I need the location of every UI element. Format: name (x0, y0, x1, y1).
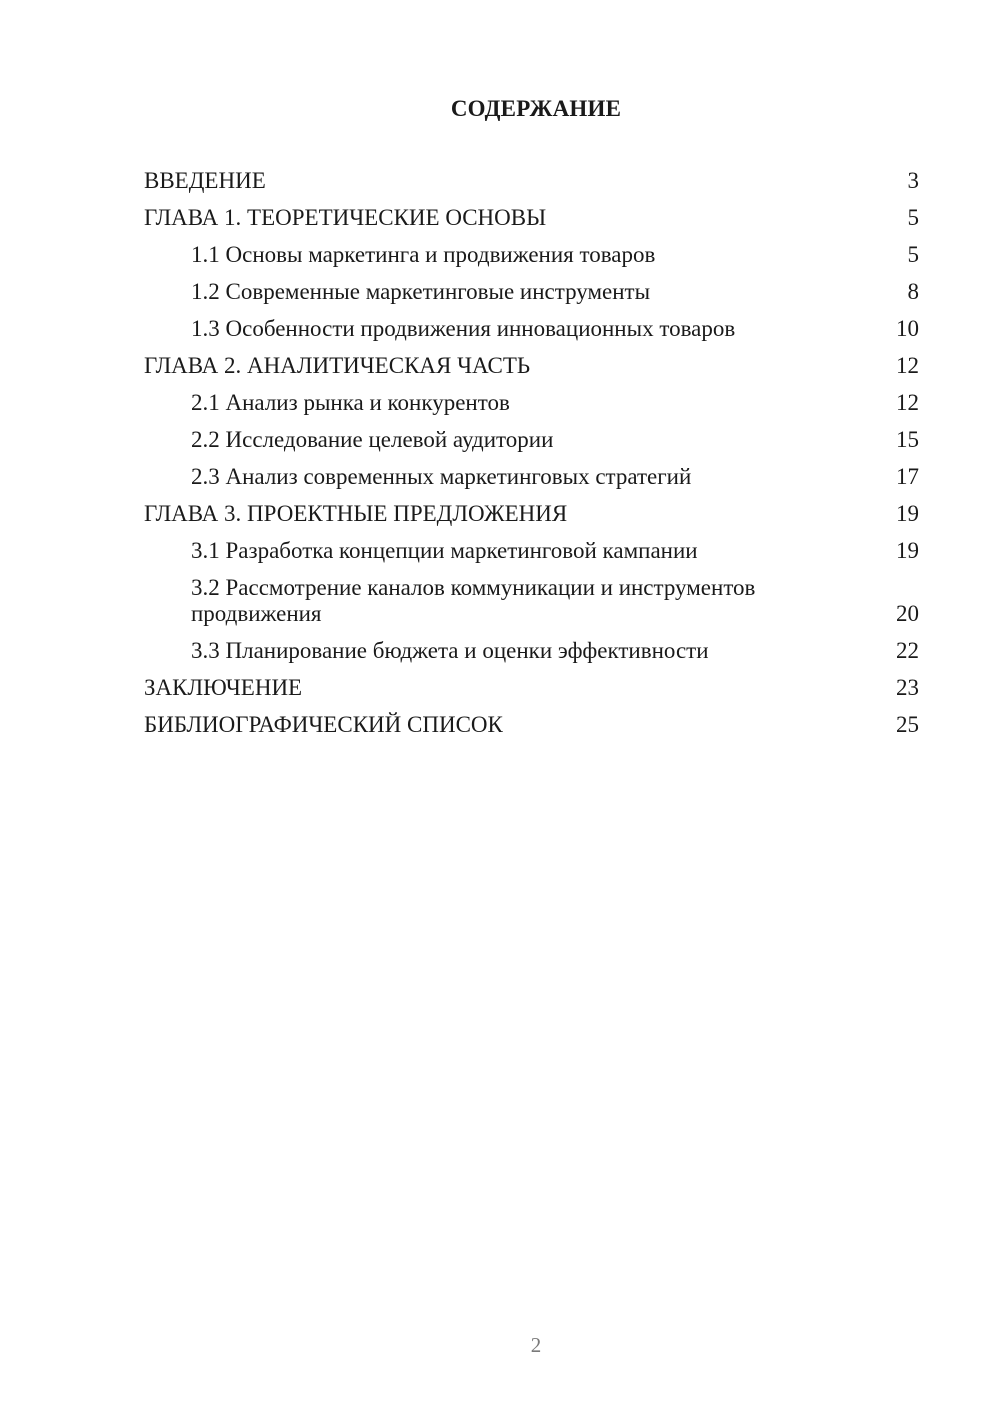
toc-entry-page: 23 (896, 675, 919, 700)
toc-entry-label: 3.2 Рассмотрение каналов коммуникации и инструментов продвижения (191, 575, 756, 626)
toc-entry-page: 5 (907, 205, 919, 230)
page-number: 2 (530, 1333, 542, 1357)
toc-entry-label: ЗАКЛЮЧЕНИЕ (144, 675, 303, 700)
toc-entry-introduction[interactable] (144, 168, 919, 194)
toc-entry-section-2-1[interactable] (144, 390, 919, 416)
toc-entry-section-3-1[interactable] (144, 538, 919, 564)
toc-entry-page: 17 (896, 464, 919, 489)
toc-entry-page: 22 (896, 638, 919, 663)
toc-entry-page: 12 (896, 353, 919, 378)
toc-entry-section-2-3[interactable] (144, 464, 919, 490)
toc-entry-chapter-2[interactable] (144, 353, 919, 379)
toc-title: СОДЕРЖАНИЕ (450, 96, 622, 121)
toc-entry-chapter-3[interactable] (144, 501, 919, 527)
toc-entry-section-2-2[interactable] (144, 427, 919, 453)
toc-entry-page: 10 (896, 316, 919, 341)
toc-entry-page: 25 (896, 712, 919, 737)
toc-entry-chapter-1[interactable] (144, 205, 919, 231)
toc-entry-label: 1.1 Основы маркетинга и продвижения товаров (191, 242, 656, 267)
toc-entry-section-1-2[interactable] (144, 279, 919, 305)
toc-entry-label: БИБЛИОГРАФИЧЕСКИЙ СПИСОК (144, 712, 503, 737)
toc-entry-page: 20 (896, 601, 919, 626)
toc-entry-label: ГЛАВА 2. АНАЛИТИЧЕСКАЯ ЧАСТЬ (144, 353, 531, 378)
toc-entry-label: 2.1 Анализ рынка и конкурентов (191, 390, 510, 415)
toc-entry-label: 2.3 Анализ современных маркетинговых стратегий (191, 464, 692, 489)
toc-entry-label: ГЛАВА 1. ТЕОРЕТИЧЕСКИЕ ОСНОВЫ (144, 205, 547, 230)
toc-entry-section-1-3[interactable] (144, 316, 919, 342)
toc-entry-page: 12 (896, 390, 919, 415)
toc-entry-label: 3.1 Разработка концепции маркетинговой кампании (191, 538, 698, 563)
toc-entry-page: 19 (896, 501, 919, 526)
toc-entry-label: 3.3 Планирование бюджета и оценки эффективности (191, 638, 709, 663)
table-of-contents (144, 168, 919, 749)
toc-entry-section-3-2[interactable] (144, 575, 919, 627)
toc-entry-page: 19 (896, 538, 919, 563)
toc-entry-page: 15 (896, 427, 919, 452)
toc-entry-page: 8 (907, 279, 919, 304)
toc-entry-label: 1.2 Современные маркетинговые инструменты (191, 279, 651, 304)
toc-entry-page: 3 (907, 168, 919, 193)
toc-entry-page: 5 (907, 242, 919, 267)
toc-entry-label: ВВЕДЕНИЕ (144, 168, 266, 193)
toc-entry-conclusion[interactable] (144, 675, 919, 701)
toc-entry-section-1-1[interactable] (144, 242, 919, 268)
toc-entry-bibliography[interactable] (144, 712, 919, 738)
toc-entry-label: ГЛАВА 3. ПРОЕКТНЫЕ ПРЕДЛОЖЕНИЯ (144, 501, 568, 526)
toc-entry-section-3-3[interactable] (144, 638, 919, 664)
toc-entry-label: 2.2 Исследование целевой аудитории (191, 427, 554, 452)
toc-entry-label: 1.3 Особенности продвижения инновационных товаров (191, 316, 736, 341)
